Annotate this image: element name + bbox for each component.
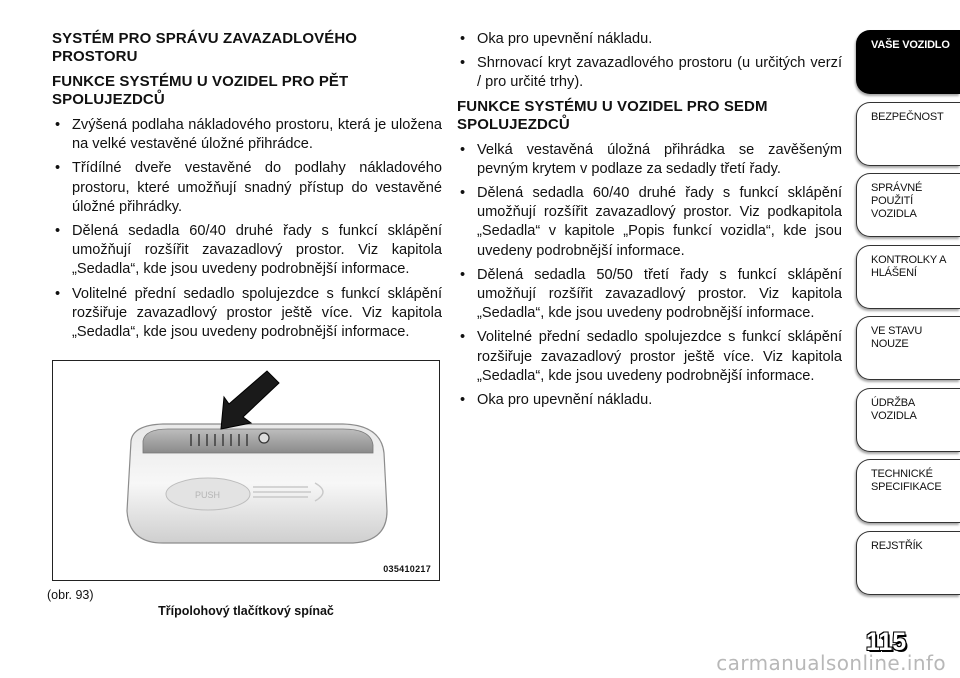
figure-caption: Třípolohový tlačítkový spínač [158, 604, 334, 618]
right-column [457, 30, 842, 415]
pointer-arrow-icon [221, 371, 279, 429]
tab-kontrolky[interactable]: KONTROLKY A HLÁŠENÍ [856, 245, 960, 309]
figure-reference: (obr. 93) [47, 588, 94, 602]
list-item: • Volitelné přední sedadlo spolujezdce s funkcí sklápění rozšiřuje zavazadlový prostor ještě více. Viz kapitola „Sedadla“, kde jsou uvedeny podrobnější informace. [457, 328, 842, 386]
continued-feature-list [457, 30, 842, 93]
watermark: carmanualsonline.info [716, 651, 946, 675]
list-item: • Dělená sedadla 50/50 třetí řady s funkcí sklápění umožňují rozšířit zavazadlový prostor. Viz kapitola „Sedadla“, kde jsou uvedeny podrobnější informace. [457, 266, 842, 324]
page-number: 115 [865, 628, 907, 656]
seven-seat-feature-list [457, 141, 842, 411]
figure-code: 035410217 [383, 564, 431, 574]
list-item: • Dělená sedadla 60/40 druhé řady s funkcí sklápění umožňují rozšířit zavazadlový prostor. Viz kapitola „Sedadla“, kde jsou uvedeny podrobnější informace. [52, 222, 442, 280]
tab-vase-vozidlo[interactable]: VAŠE VOZIDLO [856, 30, 960, 94]
five-seat-feature-list [52, 116, 442, 342]
tab-ve-stavu-nouze[interactable]: VE STAVU NOUZE [856, 316, 960, 380]
section-heading-five-seat: FUNKCE SYSTÉMU U VOZIDEL PRO PĚT SPOLUJEZDCŮ [52, 73, 349, 108]
tab-rejstrik[interactable]: REJSTŘÍK [856, 531, 960, 595]
switch-top-ridge [143, 429, 373, 453]
tab-technicke-specifikace[interactable]: TECHNICKÉ SPECIFIKACE [856, 459, 960, 523]
push-button-label: PUSH [195, 490, 221, 500]
section-heading-cargo-system: SYSTÉM PRO SPRÁVU ZAVAZADLOVÉHO PROSTORU [52, 30, 358, 65]
list-item: • Zvýšená podlaha nákladového prostoru, která je uložena na velké vestavěné úložné přihrádce. [52, 116, 442, 154]
list-item: • Volitelné přední sedadlo spolujezdce s funkcí sklápění rozšiřuje zavazadlový prostor ještě více. Viz kapitola „Sedadla“, kde jsou uvedeny podrobnější informace. [52, 285, 442, 343]
section-heading-seven-seat: FUNKCE SYSTÉMU U VOZIDEL PRO SEDM SPOLUJEZDCŮ [457, 97, 768, 133]
list-item: • Shrnovací kryt zavazadlového prostoru (u určitých verzí / pro určité trhy). [457, 54, 842, 92]
list-item: • Dělená sedadla 60/40 druhé řady s funkcí sklápění umožňují rozšířit zavazadlový prostor. Viz podkapitola „Sedadla“ v kapitole „Popis funkcí vozidla“, kde jsou uvedeny podrobnější informace. [457, 184, 842, 261]
switch-figure [52, 360, 440, 581]
list-item: • Třídílné dveře vestavěné do podlahy nákladového prostoru, které umožňují snadný přístup do vestavěné úložné přihrádky. [52, 159, 442, 217]
list-item: • Oka pro upevnění nákladu. [457, 391, 842, 410]
switch-indicator [259, 433, 269, 443]
tab-spravne-pouziti[interactable]: SPRÁVNÉ POUŽITÍ VOZIDLA [856, 173, 960, 237]
switch-illustration [53, 361, 439, 580]
tab-udrzba[interactable]: ÚDRŽBA VOZIDLA [856, 388, 960, 452]
list-item: • Velká vestavěná úložná přihrádka se zavěšeným pevným krytem v podlaze za sedadly třetí řady. [457, 141, 842, 179]
list-item: • Oka pro upevnění nákladu. [457, 30, 842, 49]
left-column [52, 30, 442, 347]
tab-bezpecnost[interactable]: BEZPEČNOST [856, 102, 960, 166]
chapter-tabs [856, 30, 960, 602]
